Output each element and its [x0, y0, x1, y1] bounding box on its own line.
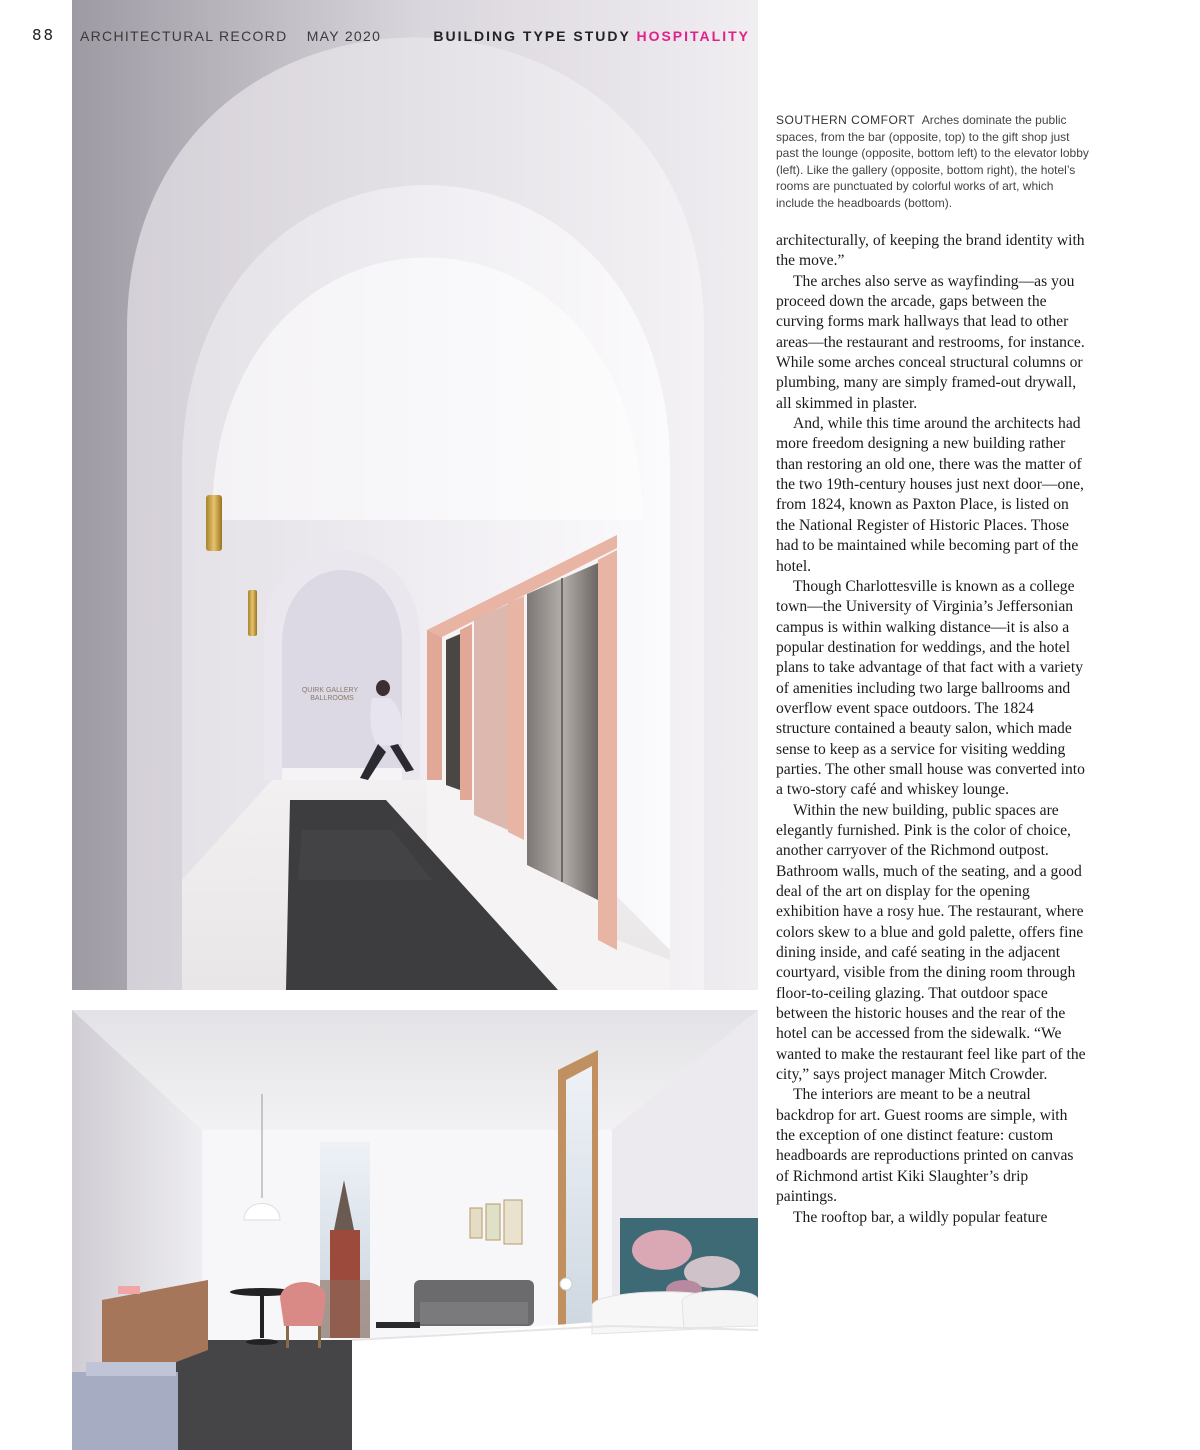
article-body	[776, 231, 1090, 1228]
section-label: BUILDING TYPE STUDY	[433, 28, 631, 44]
caption-text: Arches dominate the public spaces, from the bar (opposite, top) to the gift shop just past the lounge (opposite, bottom left) to the elevator lobby (left). Like the gallery (opposite, bottom right), the hotel’s rooms are punctuated by colorful works of art, which include the headboards (bottom).	[776, 113, 1089, 210]
paragraph-4: Though Charlottesville is known as a college town—the University of Virginia’s Jeffersonian campus is within walking distance—it is also a popular destination for weddings, and the hotel plans to take advantage of that fact with a variety of amenities including two large ballrooms and overflow event space outdoors. The 1824 structure contained a beauty salon, which made sense to keep as a service for visiting wedding parties. The other small house was converted into a two-story café and whiskey lounge.	[776, 577, 1085, 799]
page-number: 88	[32, 26, 56, 44]
corridor-photo	[72, 0, 758, 990]
publication-name: ARCHITECTURAL RECORD	[80, 28, 288, 44]
sign-line-1: QUIRK GALLERY	[301, 687, 359, 694]
sign-line-2: BALLROOMS	[310, 695, 354, 702]
paragraph-3: And, while this time around the architects had more freedom designing a new building rather than restoring an old one, there was the matter of the two 19th-century houses just next door—one, from 1824, known as Paxton Place, is listed on the National Register of Historic Places. Those had to be maintained while becoming part of the hotel.	[776, 415, 1084, 575]
guestroom-photo	[72, 1010, 758, 1450]
corridor-illustration	[72, 0, 758, 990]
issue-date: MAY 2020	[306, 28, 382, 44]
photo-caption	[776, 112, 1092, 211]
paragraph-1: architecturally, of keeping the brand identity with the move.”	[776, 232, 1085, 270]
paragraph-5: Within the new building, public spaces are elegantly furnished. Pink is the color of choice, another carryover of the Richmond outpost. Bathroom walls, much of the seating, and a good deal of the art on display for the opening exhibition have a rosy hue. The restaurant, where colors skew to a blue and gold palette, offers fine dining inside, and café seating in the adjacent courtyard, visible from the dining room through floor-to-ceiling glazing. That outdoor space between the historic houses and the rear of the hotel can be accessed from the sidewalk. “We wanted to make the restaurant feel like part of the city,” says project manager Mitch Crowder.	[776, 801, 1086, 1084]
paragraph-6: The interiors are meant to be a neutral backdrop for art. Guest rooms are simple, with the exception of one distinct feature: custom headboards are reproductions printed on canvas of Richmond artist Kiki Slaughter’s drip paintings.	[776, 1086, 1074, 1206]
running-head	[72, 20, 758, 52]
guestroom-illustration	[72, 1010, 758, 1450]
section-accent: HOSPITALITY	[636, 28, 750, 44]
sconce-1	[206, 495, 222, 551]
paragraph-2: The arches also serve as wayfinding—as you proceed down the arcade, gaps between the curving forms mark hallways that lead to other areas—the restaurant and restrooms, for instance. While some arches conceal structural columns or plumbing, many are simply framed-out drywall, all skimmed in plaster.	[776, 272, 1085, 412]
paragraph-7: The rooftop bar, a wildly popular feature	[793, 1208, 1048, 1226]
caption-lead: SOUTHERN COMFORT	[776, 113, 916, 127]
sconce-2	[248, 590, 257, 636]
